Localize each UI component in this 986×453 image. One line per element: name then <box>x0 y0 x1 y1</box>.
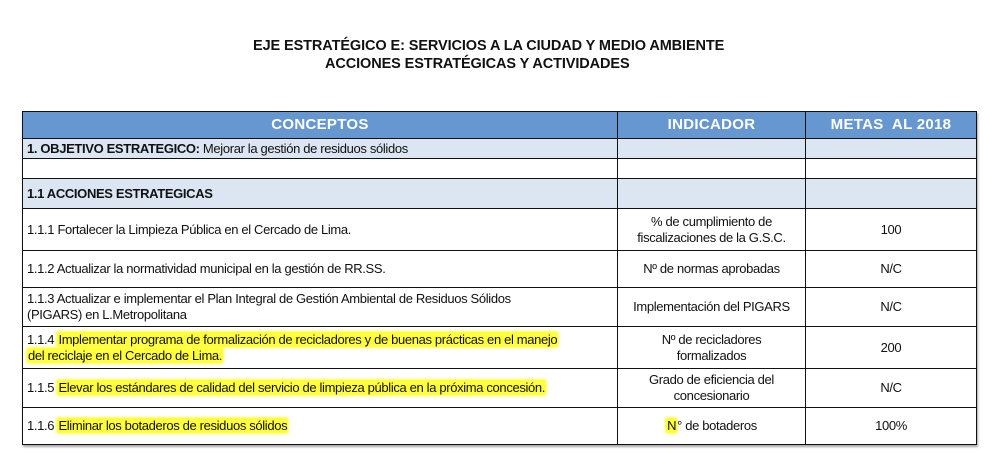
title-subtitle: ACCIONES ESTRATÉGICAS Y ACTIVIDADES <box>325 56 630 72</box>
objective-text: Mejorar la gestión de residuos sólidos <box>199 140 408 156</box>
empty-cell <box>806 179 977 209</box>
empty-cell <box>618 179 806 209</box>
indicator-line: formalizados <box>676 347 747 363</box>
indicator-line: % de cumplimiento de <box>651 213 772 229</box>
action-number: 1.1.5 <box>27 380 55 395</box>
table-row <box>23 369 977 408</box>
concept-cell <box>23 369 618 408</box>
header-indicador: INDICADOR <box>618 112 806 139</box>
highlighted-action-text: Eliminar los botaderos de residuos sólidos <box>58 418 288 433</box>
empty-cell <box>23 159 618 179</box>
indicator-line: fiscalizaciones de la G.S.C. <box>637 229 786 245</box>
indicator-cell <box>618 408 806 445</box>
empty-cell <box>618 139 806 159</box>
meta-cell: 100 <box>806 209 977 251</box>
table-row <box>23 327 977 369</box>
indicator-cell <box>618 209 806 251</box>
highlighted-action-text: Elevar los estándares de calidad del servicio de limpieza pública en la próxima concesión. <box>58 380 546 395</box>
header-metas: METAS AL 2018 <box>806 112 977 139</box>
objective-row <box>23 139 977 159</box>
indicator-cell: Nº de normas aprobadas <box>618 251 806 288</box>
section-label: 1.1 ACCIONES ESTRATEGICAS <box>27 185 213 201</box>
empty-cell <box>806 139 977 159</box>
concept-cell <box>23 288 618 327</box>
action-number: 1.1.4 <box>27 331 55 347</box>
indicator-line: Nº de recicladores <box>661 331 762 347</box>
meta-cell: 200 <box>806 327 977 369</box>
indicator-text: ° de botaderos <box>677 418 757 433</box>
objective-label: 1. OBJETIVO ESTRATEGICO: <box>27 140 200 156</box>
highlighted-action-text: Implementar programa de formalización de recicladores y de buenas prácticas en el manejo <box>58 331 558 347</box>
indicator-cell: Implementación del PIGARS <box>618 288 806 327</box>
action-number: 1.1.3 <box>27 291 55 306</box>
empty-cell <box>806 159 977 179</box>
action-text: Actualizar la normatividad municipal en la gestión de RR.SS. <box>56 261 386 276</box>
meta-cell: N/C <box>806 288 977 327</box>
action-number: 1.1.2 <box>27 261 55 276</box>
title-axis: EJE ESTRATÉGICO E: SERVICIOS A LA CIUDAD Y MEDIO AMBIENTE <box>253 38 725 54</box>
indicator-cell <box>618 369 806 408</box>
table-row <box>23 251 977 288</box>
header-conceptos: CONCEPTOS <box>23 112 618 139</box>
meta-cell: 100% <box>806 408 977 445</box>
table-row <box>23 288 977 327</box>
concept-cell <box>23 327 618 369</box>
meta-cell: N/C <box>806 369 977 408</box>
action-number: 1.1.1 <box>27 221 55 237</box>
section-row <box>23 179 977 209</box>
highlighted-action-text-cont: del reciclaje en el Cercado de Lima. <box>28 347 223 363</box>
concept-cell <box>23 408 618 445</box>
concept-cell <box>23 251 618 288</box>
spacer-row <box>23 159 977 179</box>
meta-cell: N/C <box>806 251 977 288</box>
highlighted-indicator-letter: N <box>667 418 677 433</box>
empty-cell <box>618 159 806 179</box>
table-row <box>23 408 977 445</box>
table-row <box>23 209 977 251</box>
objective-cell <box>23 139 618 159</box>
action-text: Fortalecer la Limpieza Pública en el Cercado de Lima. <box>57 221 352 237</box>
action-text-cont: (PIGARS) en L.Metropolitana <box>27 307 187 322</box>
section-cell <box>23 179 618 209</box>
table-header-row <box>23 112 977 139</box>
indicator-line: concesionario <box>673 388 750 403</box>
strategic-actions-table <box>22 111 977 445</box>
indicator-cell <box>618 327 806 369</box>
indicator-line: Grado de eficiencia del <box>649 372 774 387</box>
action-text: Actualizar e implementar el Plan Integral de Gestión Ambiental de Residuos Sólidos <box>56 291 511 306</box>
action-number: 1.1.6 <box>27 418 55 433</box>
concept-cell <box>23 209 618 251</box>
